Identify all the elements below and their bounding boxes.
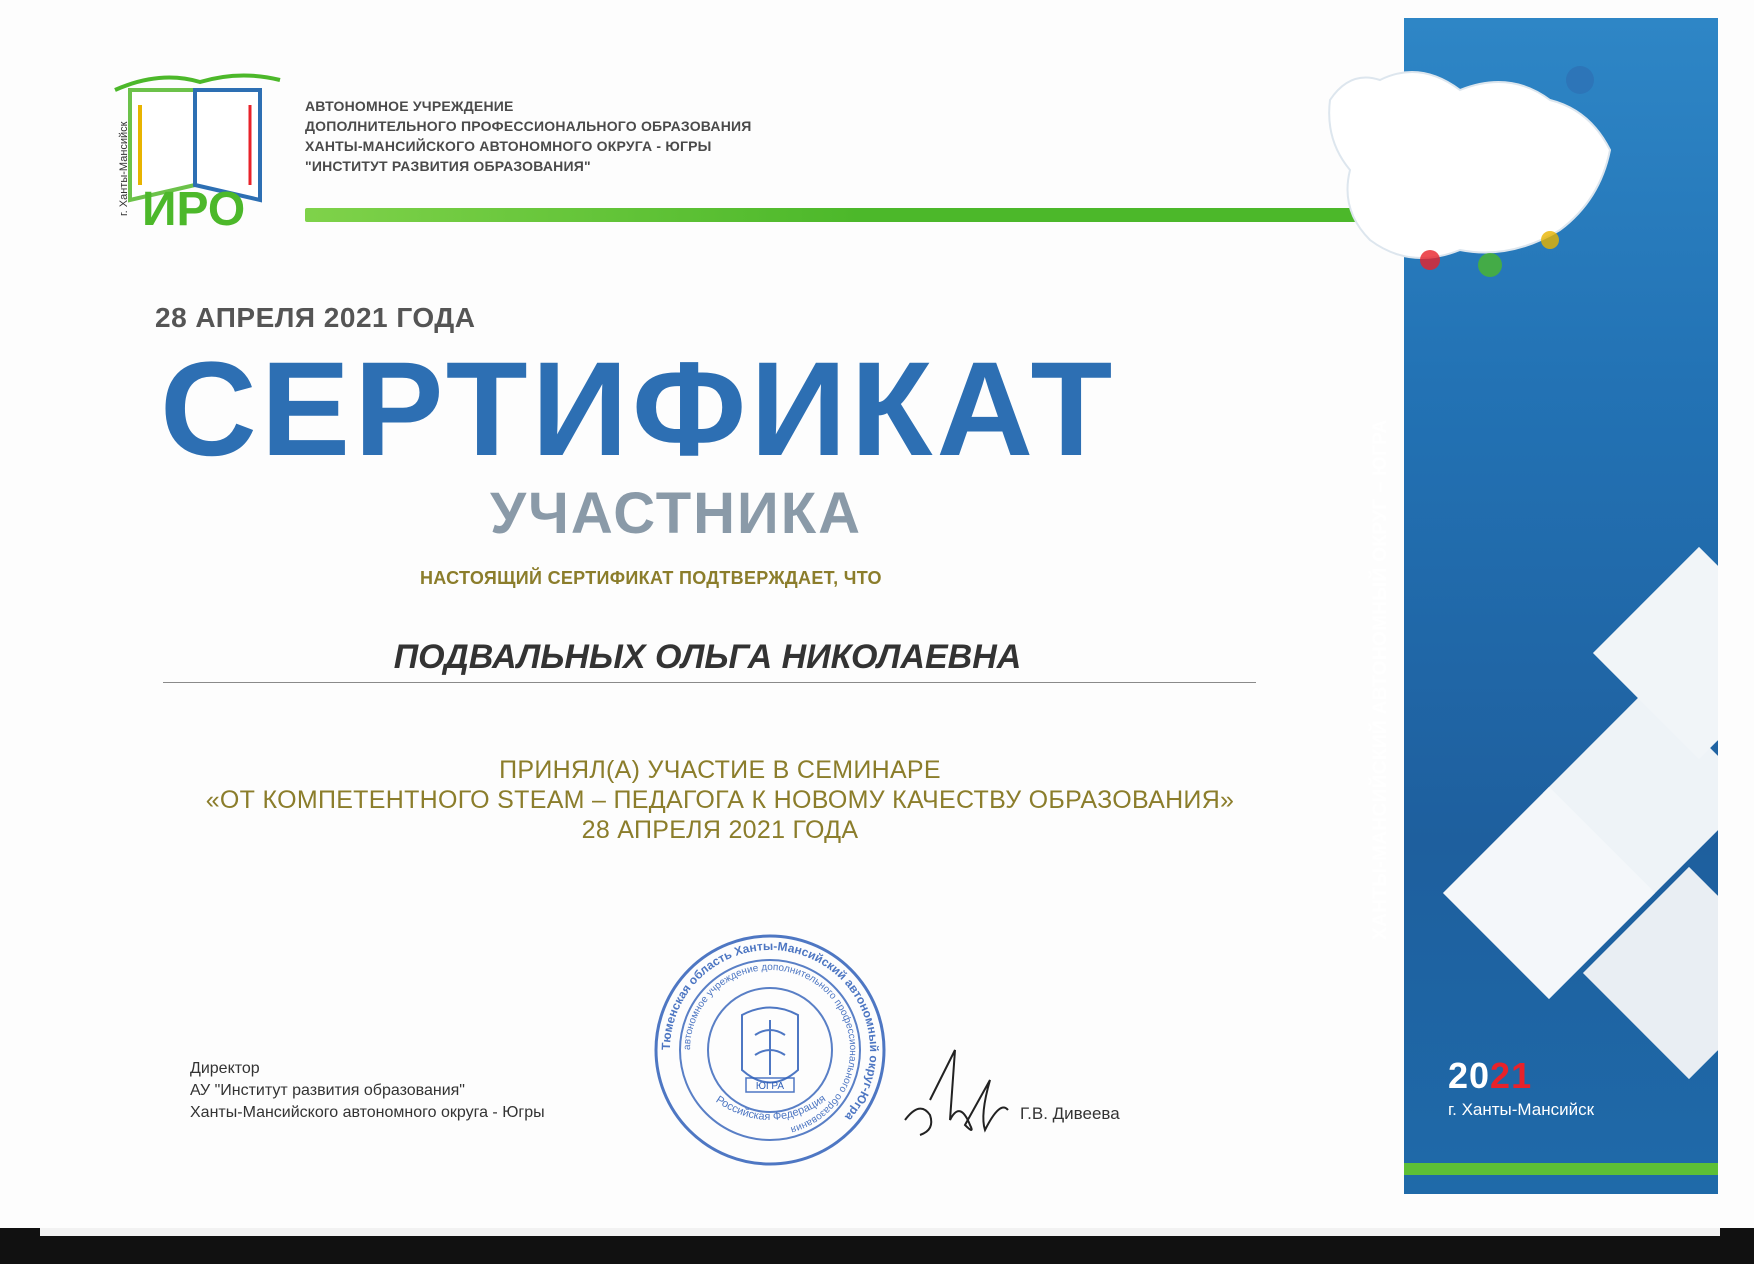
certificate-title: СЕРТИФИКАТ: [160, 335, 1117, 484]
org-line-2: ДОПОЛНИТЕЛЬНОГО ПРОФЕССИОНАЛЬНОГО ОБРАЗОВАНИЯ: [305, 118, 752, 134]
stamp-emblem-label: ЮГРА: [755, 1081, 785, 1092]
signer-line-3: Ханты-Мансийского автономного округа - Югры: [190, 1104, 545, 1121]
signer-line-1: Директор: [190, 1060, 260, 1077]
signer-line-2: АУ "Институт развития образования": [190, 1082, 465, 1099]
org-line-1: АВТОНОМНОЕ УЧРЕЖДЕНИЕ: [305, 98, 514, 114]
organization-name: [305, 96, 752, 176]
event-line-2: «ОТ КОМПЕТЕНТНОГО STEAM – ПЕДАГОГА К НОВОМУ КАЧЕСТВУ ОБРАЗОВАНИЯ»: [205, 786, 1235, 814]
stamp-inner-text: автономное учреждение дополнительного профессионального образования: [681, 961, 859, 1136]
issue-date: 28 АПРЕЛЯ 2021 ГОДА: [155, 302, 476, 333]
region-vertical-text: ХАНТЫ-МАНСИЙСКИЙ АВТОНОМНЫЙ ОКРУГ – ЮГРА: [1370, 419, 1391, 940]
logo-city-text: г. Ханты-Мансийск: [118, 121, 130, 216]
panel-year: [1448, 1055, 1532, 1097]
participant-name: ПОДВАЛЬНЫХ ОЛЬГА НИКОЛАЕВНА: [393, 638, 1022, 676]
stamp-bottom-text: Российская Федерация: [713, 1092, 829, 1124]
panel-city: г. Ханты-Мансийск: [1448, 1100, 1595, 1119]
header-green-bar: [305, 208, 1415, 222]
region-map-icon: [1310, 40, 1620, 300]
scan-bottom-edge: [0, 1228, 1754, 1264]
event-line-1: ПРИНЯЛ(А) УЧАСТИЕ В СЕМИНАРЕ: [499, 756, 941, 784]
panel-green-bar: [1404, 1163, 1718, 1175]
org-line-3: ХАНТЫ-МАНСИЙСКОГО АВТОНОМНОГО ОКРУГА - ЮГРЫ: [305, 138, 712, 154]
logo-text: ИРО: [142, 183, 246, 230]
signature-icon: [900, 1040, 1010, 1140]
event-description: [120, 755, 1320, 845]
panel-year-prefix: 20: [1448, 1055, 1491, 1096]
org-line-4: "ИНСТИТУТ РАЗВИТИЯ ОБРАЗОВАНИЯ": [305, 158, 591, 174]
signer-position: [190, 1058, 545, 1124]
event-line-3: 28 АПРЕЛЯ 2021 ГОДА: [581, 816, 859, 844]
certificate-subtitle: УЧАСТНИКА: [490, 481, 863, 546]
confirmation-text: НАСТОЯЩИЙ СЕРТИФИКАТ ПОДТВЕРЖДАЕТ, ЧТО: [420, 568, 882, 588]
official-stamp-icon: [650, 930, 890, 1170]
stamp-outer-text: Тюменская область Ханты-Мансийский автономный округ-Югра: [658, 938, 882, 1124]
panel-year-suffix: 21: [1490, 1055, 1533, 1096]
signer-name: Г.В. Дивеева: [1020, 1104, 1120, 1123]
iro-logo: [100, 60, 290, 230]
name-underline: [163, 682, 1256, 683]
